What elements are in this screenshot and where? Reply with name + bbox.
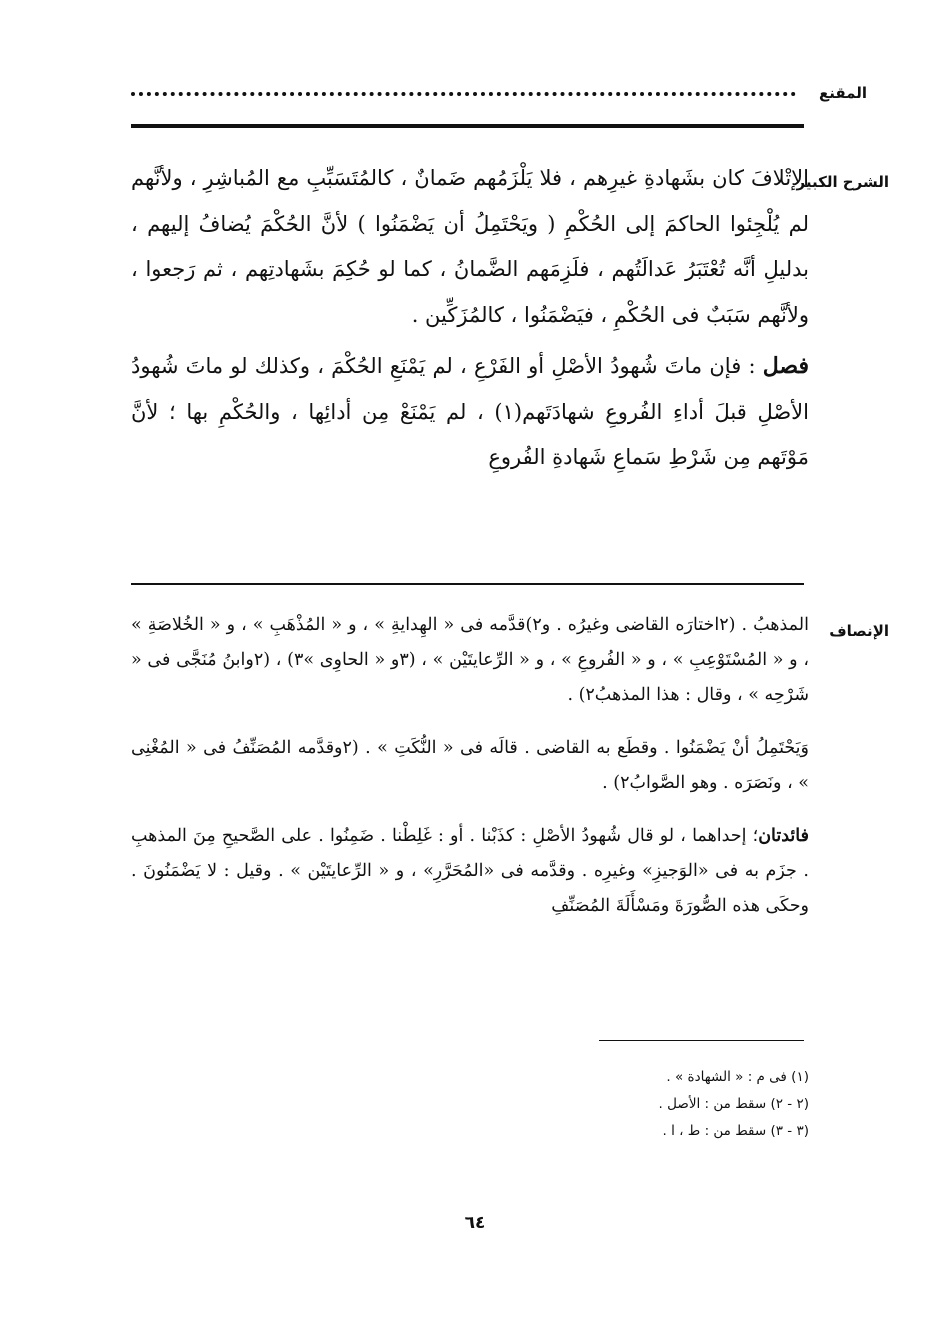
insaf-paragraph-1: المذهبُ . (٢اختارَه القاضى وغيرُه . و٢)قدَّمه فى « الهِدايةِ » ، و « المُذْهَبِ » ، و « الخُلاصَةِ » ، و « المُسْتَوْعِبِ » ، و « الفُروعِ » ، و « الرِّعايتَيْن » ، (٣و « الحاوِى »٣) ، (٢وابنُ مُنَجَّى فى « شَرْحِه » ، وقال : هذا المذهبُ٢) . <box>131 615 809 705</box>
fasl-text: : فإن ماتَ شُهودُ الأصْلِ أو الفَرْعِ ، لم يَمْنَعِ الحُكْمَ ، وكذلك لو ماتَ شُهودُ الأصْلِ قبلَ أداءِ الفُروعِ شهادَتَهم(١) ، لم يَمْنَعْ مِن أدائِها ، والحُكْمِ بها ؛ لأنَّ مَوْتَهم مِن شَرْطِ سَماعِ شَهادةِ الفُروعِ <box>131 354 809 469</box>
insaf-section <box>131 608 809 924</box>
footnote-rule <box>599 1040 804 1041</box>
header-rule <box>131 124 804 128</box>
running-header-title: المقنع <box>819 84 867 102</box>
fasl-label: فصل <box>762 353 809 379</box>
sharh-paragraph-1: الإتْلافَ كان بشَهادةِ غيرِهم ، فلا يَلْزَمُهم ضَمانٌ ، كالمُتَسَبِّبِ مع المُباشِرِ ، ولأنَّهم لم يُلْجِئوا الحاكمَ إلى الحُكْمِ ( ويَحْتَمِلُ أن يَضْمَنُوا ) لأنَّ الحُكْمَ يُضافُ إليهم ، بدليلِ أنَّه تُعْتَبَرُ عَدالَتُهم ، فلَزِمَهم الضَّمانُ ، كما لو حُكِمَ بشَهادتِهم ، ثم رَجعوا ، ولأنَّهم سَبَبٌ فى الحُكْمِ ، فيَضْمَنُوا ، كالمُزَكِّين . <box>131 166 809 327</box>
footnotes <box>409 1064 809 1145</box>
insaf-side-label: الإنصاف <box>829 622 889 640</box>
fasl-paragraph <box>131 344 809 481</box>
fawaid-label: فائدتان <box>758 826 809 846</box>
page-number: ٦٤ <box>464 1213 486 1233</box>
footnote-3: (٣ - ٣) سقط من : ط ، ا . <box>662 1123 809 1139</box>
insaf-paragraph-2: وَيَحْتَمِلُ أنْ يَضْمَنُوا . وقطَع به القاضى . قالَه فى « النُّكَتِ » . (٢وقدَّمه المُصَنِّفُ فى « المُغْنِى » ، ونَصَرَه . وهو الصَّوابُ٢) . <box>131 738 809 793</box>
fawaid-text: ؛ إحداهما ، لو قال شُهودُ الأصْلِ : كذَبْنا . أو : غَلِطْنا . ضَمِنُوا . على الصَّحيحِ مِنَ المذهبِ . جزَم به فى «الوَجيزِ» وغيرِه . وقدَّمه فى «المُحَرَّرِ» ، و « الرِّعايتَيْن » . وقيل : لا يَضْمَنُونَ . وحكَى هذه الصُّورَةَ ومَسْأَلَةَ المُصَنِّفِ <box>131 826 809 916</box>
footnote-2: (٢ - ٢) سقط من : الأصل . <box>658 1096 809 1112</box>
footnote-1: (١) فى م : « الشهادة » . <box>666 1069 809 1085</box>
header-dotted-leader <box>131 92 796 96</box>
sharh-side-label: الشرح الكبير <box>796 173 889 191</box>
section-divider <box>131 583 804 585</box>
insaf-paragraph-3 <box>131 819 809 924</box>
sharh-section <box>131 156 809 481</box>
